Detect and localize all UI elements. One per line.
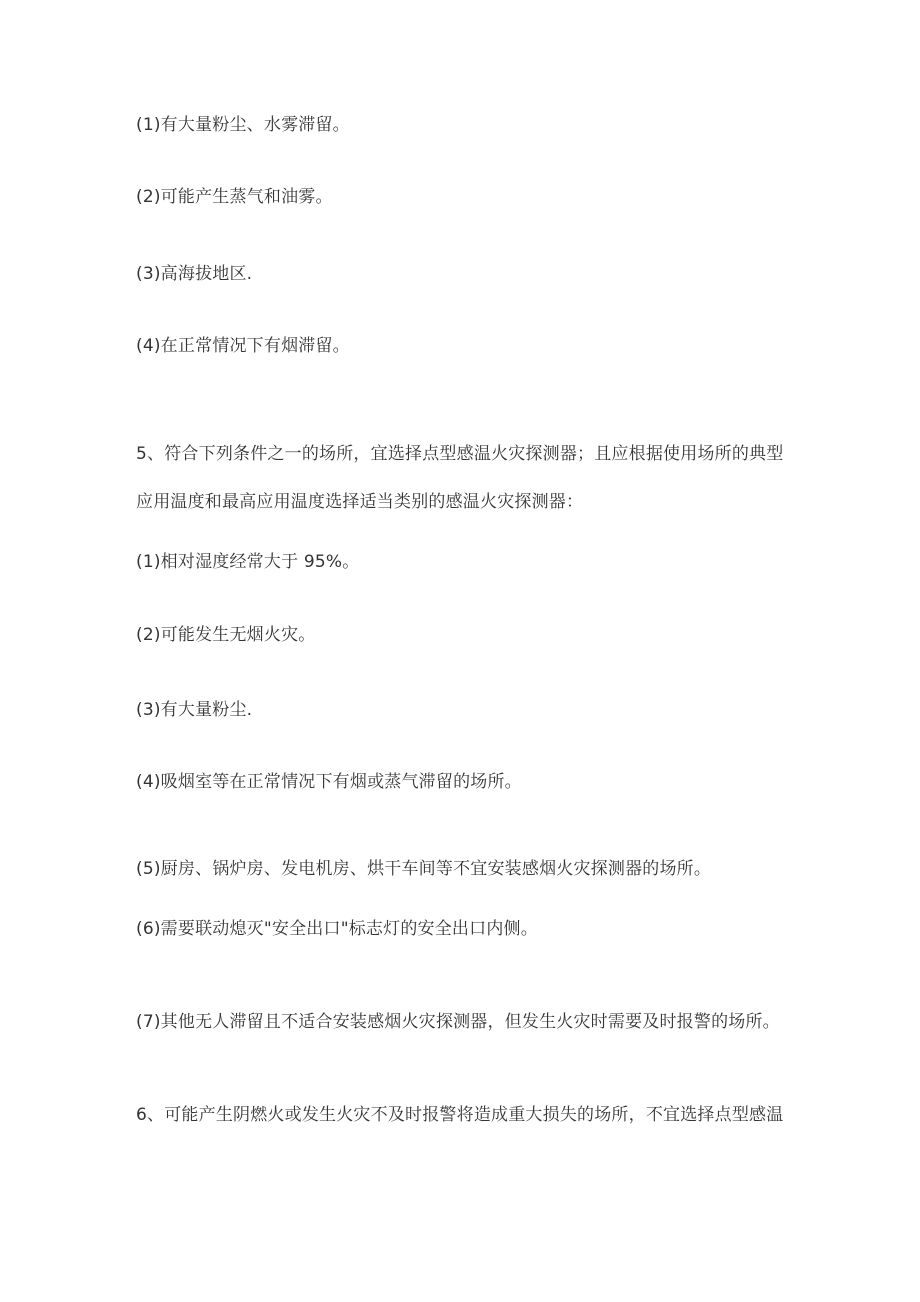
list-item-1-dust-mist: (1)有大量粉尘、水雾滞留。 [136, 115, 350, 135]
list-item-5-kitchen-boiler: (5)厨房、锅炉房、发电机房、烘干车间等不宜安装感烟火灾探测器的场所。 [136, 859, 712, 879]
list-item-2-steam-oil-mist: (2)可能产生蒸气和油雾。 [136, 187, 333, 207]
list-item-3-high-altitude: (3)高海拔地区. [136, 264, 253, 284]
list-item-4-smoke-retention: (4)在正常情况下有烟滞留。 [136, 336, 350, 356]
list-item-3-dust: (3)有大量粉尘. [136, 700, 253, 720]
section-6-heading-line-1: 6、可能产生阴燃火或发生火灾不及时报警将造成重大损失的场所，不宜选择点型感温 [136, 1105, 784, 1125]
list-item-6-exit-sign: (6)需要联动熄灭"安全出口"标志灯的安全出口内侧。 [136, 919, 538, 939]
list-item-7-unattended: (7)其他无人滞留且不适合安装感烟火灾探测器，但发生火灾时需要及时报警的场所。 [136, 1012, 780, 1032]
section-5-heading-line-2: 应用温度和最高应用温度选择适当类别的感温火灾探测器： [136, 492, 584, 512]
list-item-4-smoking-room: (4)吸烟室等在正常情况下有烟或蒸气滞留的场所。 [136, 772, 522, 792]
list-item-1-humidity: (1)相对湿度经常大于 95%。 [136, 552, 360, 572]
list-item-2-smokeless-fire: (2)可能发生无烟火灾。 [136, 625, 316, 645]
section-5-heading-line-1: 5、符合下列条件之一的场所，宜选择点型感温火灾探测器；且应根据使用场所的典型 [136, 444, 784, 464]
